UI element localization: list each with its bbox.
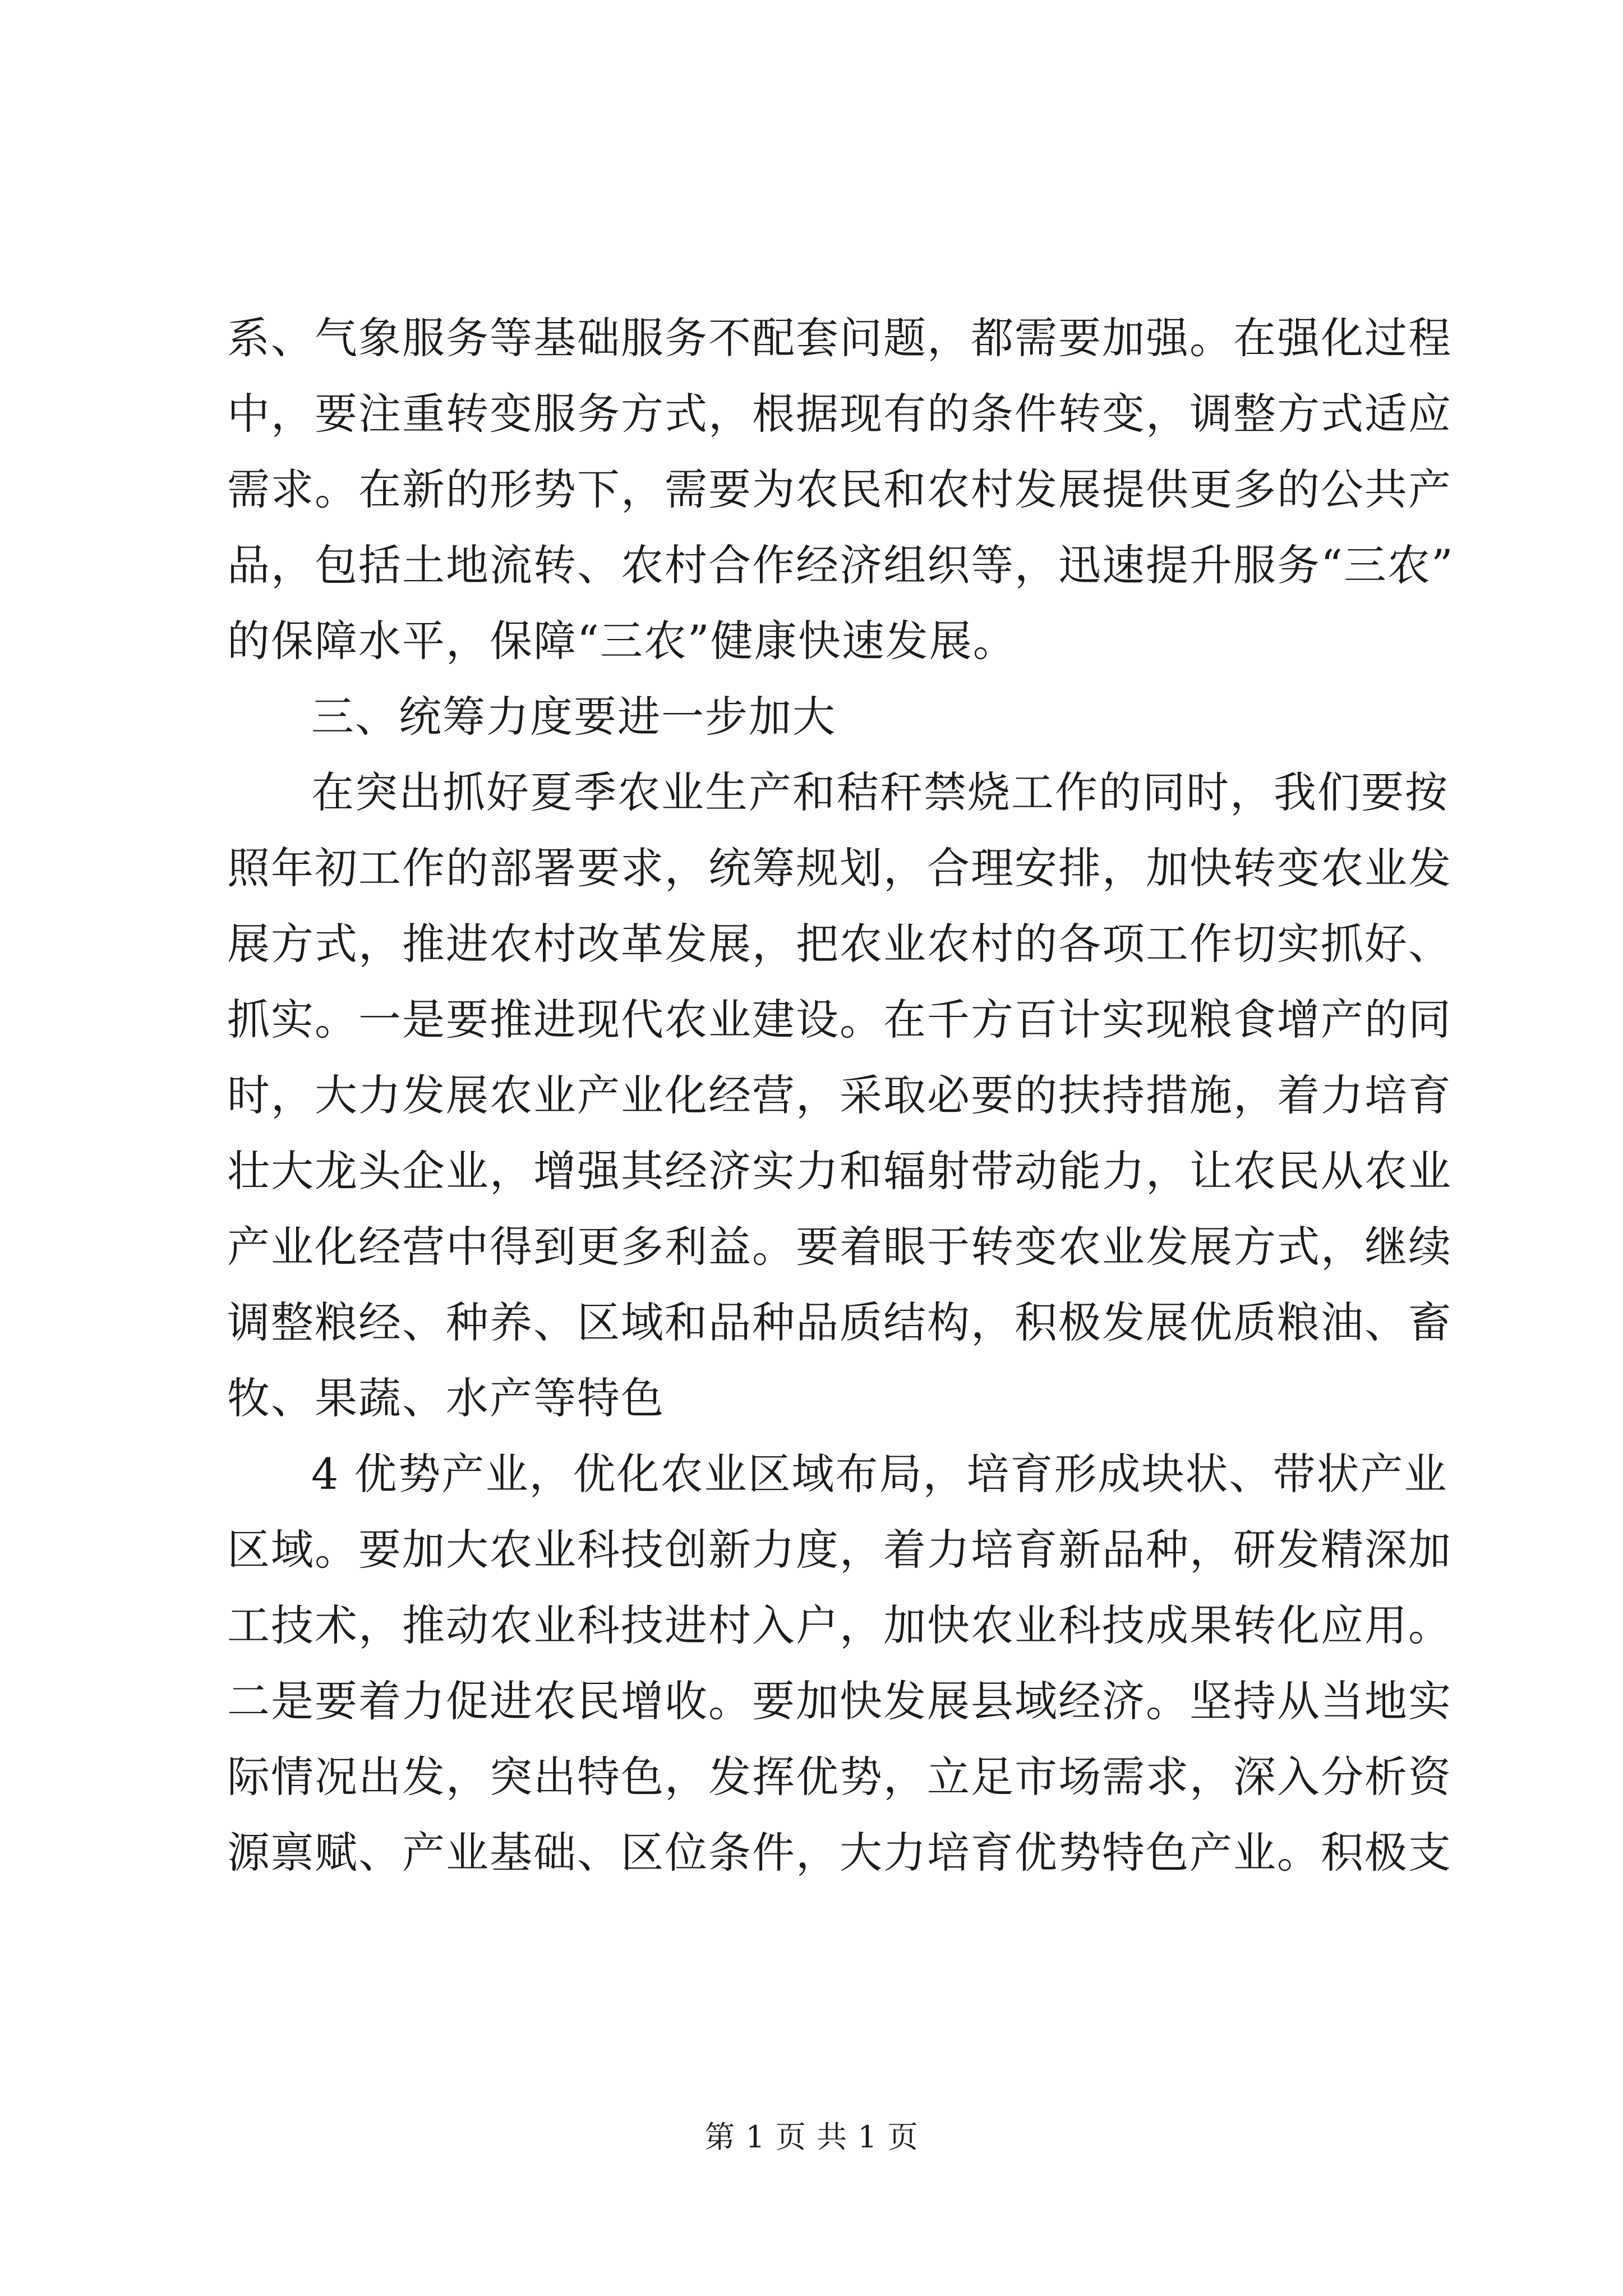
text-line: 需求。在新的形势下，需要为农民和农村发展提供更多的公共产 — [227, 464, 1452, 514]
page-number-footer: 第 1 页 共 1 页 — [704, 2119, 919, 2155]
text-line: 时，大力发展农业产业化经营，采取必要的扶持措施，着力培育 — [227, 1070, 1452, 1120]
text-line: 二是要着力促进农民增收。要加快发展县域经济。坚持从当地实 — [227, 1676, 1452, 1726]
text-line: 牧、果蔬、水产等特色 — [227, 1373, 665, 1423]
text-line: 抓实。一是要推进现代农业建设。在千方百计实现粮食增产的同 — [227, 995, 1452, 1045]
paragraph-first-line: 4 优势产业，优化农业区域布局，培育形成块状、带状产业 — [311, 1449, 1448, 1499]
text-line: 的保障水平，保障“三农”健康快速发展。 — [227, 616, 1017, 666]
text-line: 产业化经营中得到更多利益。要着眼于转变农业发展方式，继续 — [227, 1222, 1452, 1272]
text-line: 区域。要加大农业科技创新力度，着力培育新品种，研发精深加 — [227, 1525, 1452, 1575]
text-line: 照年初工作的部署要求，统筹规划，合理安排，加快转变农业发 — [227, 843, 1452, 893]
text-line: 源禀赋、产业基础、区位条件，大力培育优势特色产业。积极支 — [227, 1828, 1452, 1878]
text-line: 品，包括土地流转、农村合作经济组织等，迅速提升服务“三农” — [227, 540, 1454, 590]
text-line: 系、气象服务等基础服务不配套问题，都需要加强。在强化过程 — [227, 313, 1452, 363]
text-line: 际情况出发，突出特色，发挥优势，立足市场需求，深入分析资 — [227, 1752, 1452, 1802]
text-line: 中，要注重转变服务方式，根据现有的条件转变，调整方式适应 — [227, 389, 1452, 439]
text-line: 壮大龙头企业，增强其经济实力和辐射带动能力，让农民从农业 — [227, 1146, 1452, 1196]
paragraph-first-line: 在突出抓好夏季农业生产和秸秆禁烧工作的同时，我们要按 — [311, 767, 1449, 817]
section-heading: 三、统筹力度要进一步加大 — [311, 692, 836, 742]
text-line: 调整粮经、种养、区域和品种品质结构，积极发展优质粮油、畜 — [227, 1297, 1452, 1347]
text-line: 工技术，推动农业科技进村入户，加快农业科技成果转化应用。 — [227, 1600, 1452, 1650]
text-line: 展方式，推进农村改革发展，把农业农村的各项工作切实抓好、 — [227, 919, 1452, 969]
